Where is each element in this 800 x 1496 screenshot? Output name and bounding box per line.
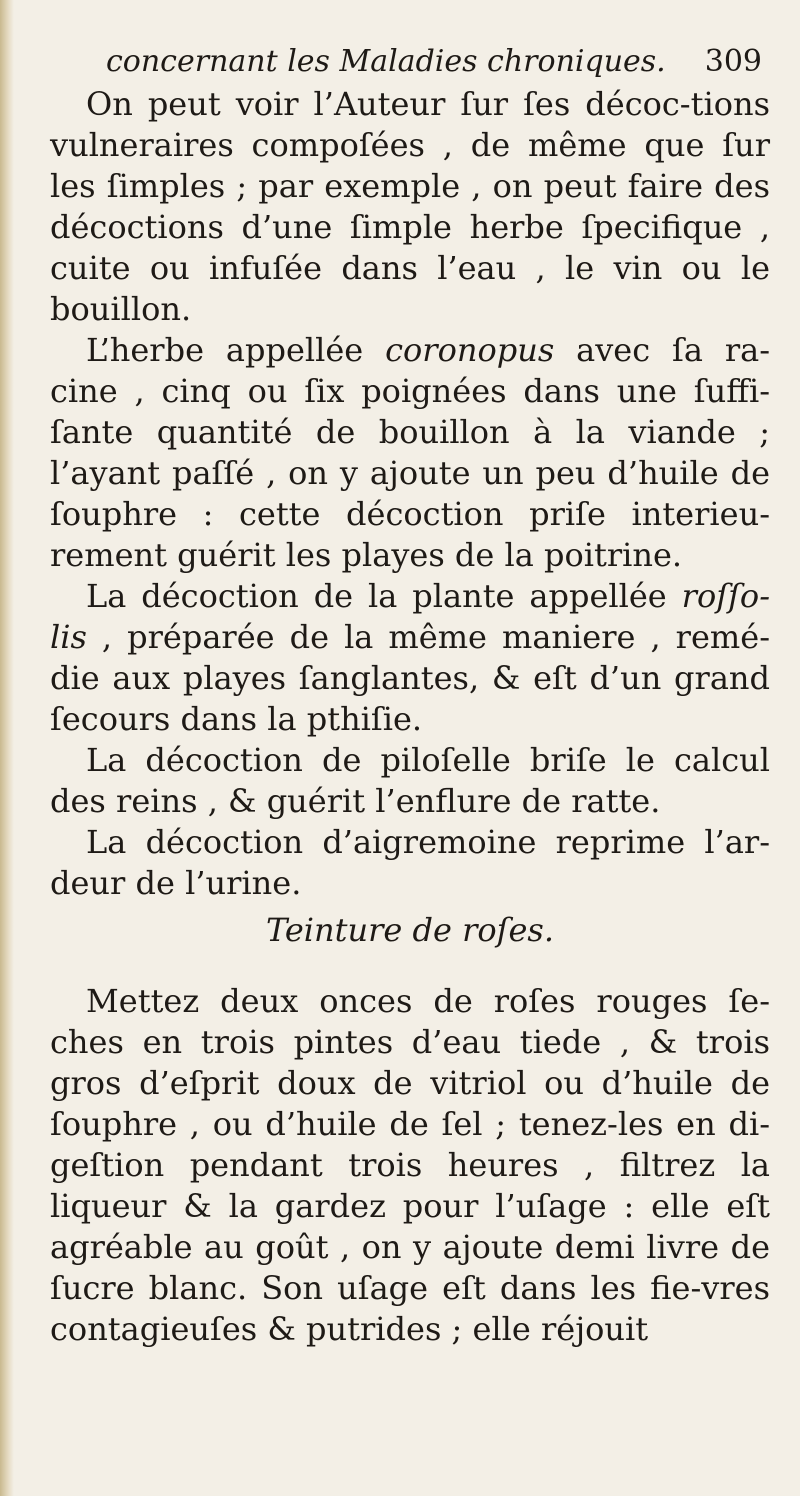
page-edge <box>0 0 14 1496</box>
paragraph-pilofelle: La décoction de piloſelle briſe le calcul des reins , & guérit l’enflure de ratte. <box>50 741 770 820</box>
plant-name: roſſo-lis <box>50 577 770 656</box>
paragraph-recipe: Mettez deux onces de roſes rouges ſe-ches en trois pintes d’eau tiede , & trois gros d’eſprit doux de vitriol ou d’huile de ſouphre , ou d’huile de ſel ; tenez-les en di-geſtion pendant trois heures , filtrez la liqueur & la gardez pour l’uſage : elle eſt agréable au goût , on y ajoute demi livre de ſucre blanc. Son uſage eſt dans les fie-vres contagieuſes & putrides ; elle réjouit <box>50 982 770 1348</box>
book-page <box>50 36 770 1350</box>
body-text <box>50 84 770 1350</box>
paragraph-coronopus: L’herbe appellée coronopus avec ſa ra-cine , cinq ou ſix poignées dans une ſuffi-ſante quantité de bouillon à la viande ; l’ayant paſſé , on y ajoute un peu d’huile de ſouphre : cette décoction priſe interieu-rement guérit les playes de la poitrine. <box>50 331 771 574</box>
page-number: 309 <box>704 44 762 79</box>
paragraph-decoctions: On peut voir l’Auteur ſur ſes décoc-tions vulneraires compoſées , de même que ſur les ſimples ; par exemple , on peut faire des décoctions d’une ſimple herbe ſpecifique , cuite ou infuſée dans l’eau , le vin ou le bouillon. <box>50 85 770 328</box>
plant-name: coronopus <box>385 331 555 369</box>
running-head-title: concernant les Maladies chroniques. <box>106 44 666 79</box>
paragraph-rossolis: La décoction de la plante appellée roſſo-lis , préparée de la même maniere , remé-die aux playes ſanglantes, & eſt d’un grand ſecours dans la pthiſie. <box>50 577 770 738</box>
running-head <box>50 36 770 84</box>
paragraph-aigremoine: La décoction d’aigremoine reprime l’ar-deur de l’urine. <box>50 823 770 902</box>
section-heading: Teinture de roſes. <box>265 911 555 949</box>
